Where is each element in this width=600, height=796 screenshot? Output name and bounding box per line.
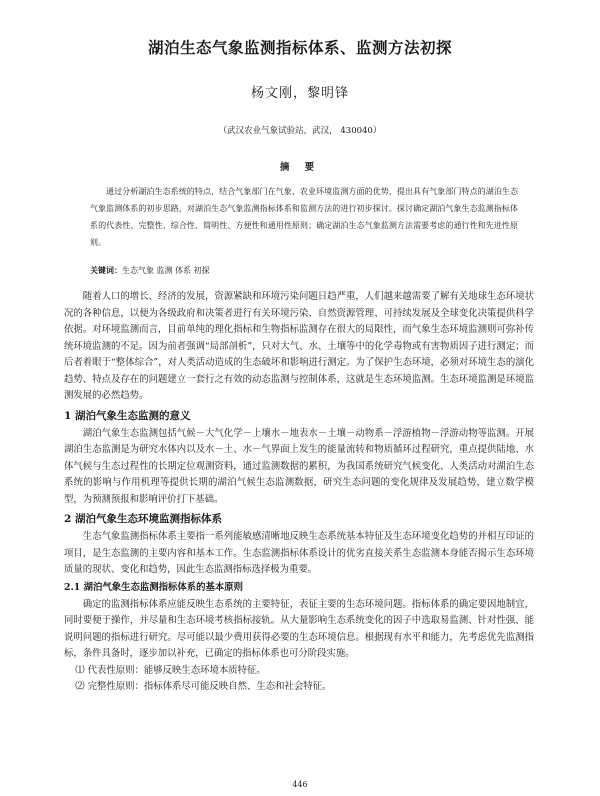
section-heading-2: 2 湖泊气象生态环境监测指标体系 xyxy=(64,513,222,525)
paper-title: 湖泊生态气象监测指标体系、监测方法初探 xyxy=(147,38,452,57)
section-2-paragraph: 生态气象监测指标体系主要指一系列能敏感清晰地反映生态系统基本特征及生态环境变化趋势的并相互印证的项目，是生态监测的主要内容和基本工作。生态监测指标体系设计的优劣直接关系生态监测本身能否揭示生态环境质量的现状、变化和趋势，因此生态监测指标选择极为重要。 xyxy=(64,531,534,575)
keywords-text: 生态气象 监测 体系 初探 xyxy=(122,266,210,275)
section-1-paragraph: 湖泊气象生态监测包括气候－大气化学－上壤水－地表水－土壤－动物系－浮游植物－浮游动物等监测。开展湖泊生态监测是为研究水体内以及水－土、水－气界面上发生的能量流转和物质循环过程研究，重点提供陆地、水体气候与生态过程性的长期定位观测资料，通过监测数据的累积，为我国系统研究气候变化、人类活动对湖泊生态系统的影响与作用机理等提供长期的湖泊气候生态监测数据，研究生态问题的变化规律及发展趋势，建立数学模型，为预测预报和影响评价打下基础。 xyxy=(64,427,534,505)
section-heading-1: 1 湖泊气象生态监测的意义 xyxy=(64,409,191,422)
paper-authors: 杨文刚，黎明锋 xyxy=(250,86,349,101)
page-number: 446 xyxy=(292,780,308,789)
subsection-heading-2-1: 2.1 湖泊气象生态监测指标体系的基本原则 xyxy=(64,581,243,593)
keywords-line xyxy=(90,265,518,276)
principle-item-2: ⑵ 完整性原则：指标体系尽可能反映自然、生态和社会特征。 xyxy=(75,681,332,692)
intro-paragraph: 随着人口的增长、经济的发展，资源紧缺和环境污染问题日趋严重，人们越来越需要了解有关地球生态环境状况的各种信息，以便为各级政府和决策者进行有关环境污染、自然资源管理、可持续发展及全球变化决策提供科学依据。对环境监测而言，目前单纯的理化指标和生物指标监测存在很大的局限性，而气象生态环境监测则可弥补传统环境监测的不足。因为前者强调“局部剖析”，只对大气、水、土壤等中的化学毒物或有害物质因子进行测定；而后者着眼于“整体综合”，对人类活动造成的生态破坏和影响进行测定。为了保护生态环境，必须对环境生态的演化趋势、特点及存在的问题建立一套行之有效的动态监测与控制体系，这就是生态环境监测。生态环境监测是环境监测发展的必然趋势。 xyxy=(64,291,534,401)
author-affiliation: （武汉农业气象试验站，武汉， 430040） xyxy=(218,126,382,136)
abstract-text: 通过分析湖泊生态系统的特点，结合气象部门在气象、农业环境监测方面的优势，提出具有气象部门特点的湖泊生态气象监测体系的初步思路，对湖泊生态气象监测指标体系和监测方法的进行初步探讨。探讨确定湖泊气象生态监测指标体系的代表性、完整性、综合性、简明性、方便性和通用性原则；确定湖泊生态气象监测方法需要考虑的通行性和先进性原则。 xyxy=(90,187,518,247)
abstract-heading: 摘 要 xyxy=(279,162,321,173)
keywords-label: 关键词： xyxy=(90,265,122,275)
subsection-2-1-paragraph: 确定的监测指标体系应能反映生态系统的主要特征，表征主要的生态环境问题。指标体系的确定要因地制宜，同时要便于操作，并尽量和生态环境考核指标接轨。从大量影响生态系统变化的因子中选取易监测、针对性强、能说明问题的指标进行研究。尽可能以最少费用获得必要的生态环境信息。根据现有水平和能力，先考虑优先监测指标，条件具备时，逐步加以补充，已确定的指标体系也可分阶段实施。 xyxy=(64,598,534,659)
body-text xyxy=(64,289,534,696)
principle-item-1: ⑴ 代表性原则：能够反映生态环境本质特征。 xyxy=(75,664,266,676)
